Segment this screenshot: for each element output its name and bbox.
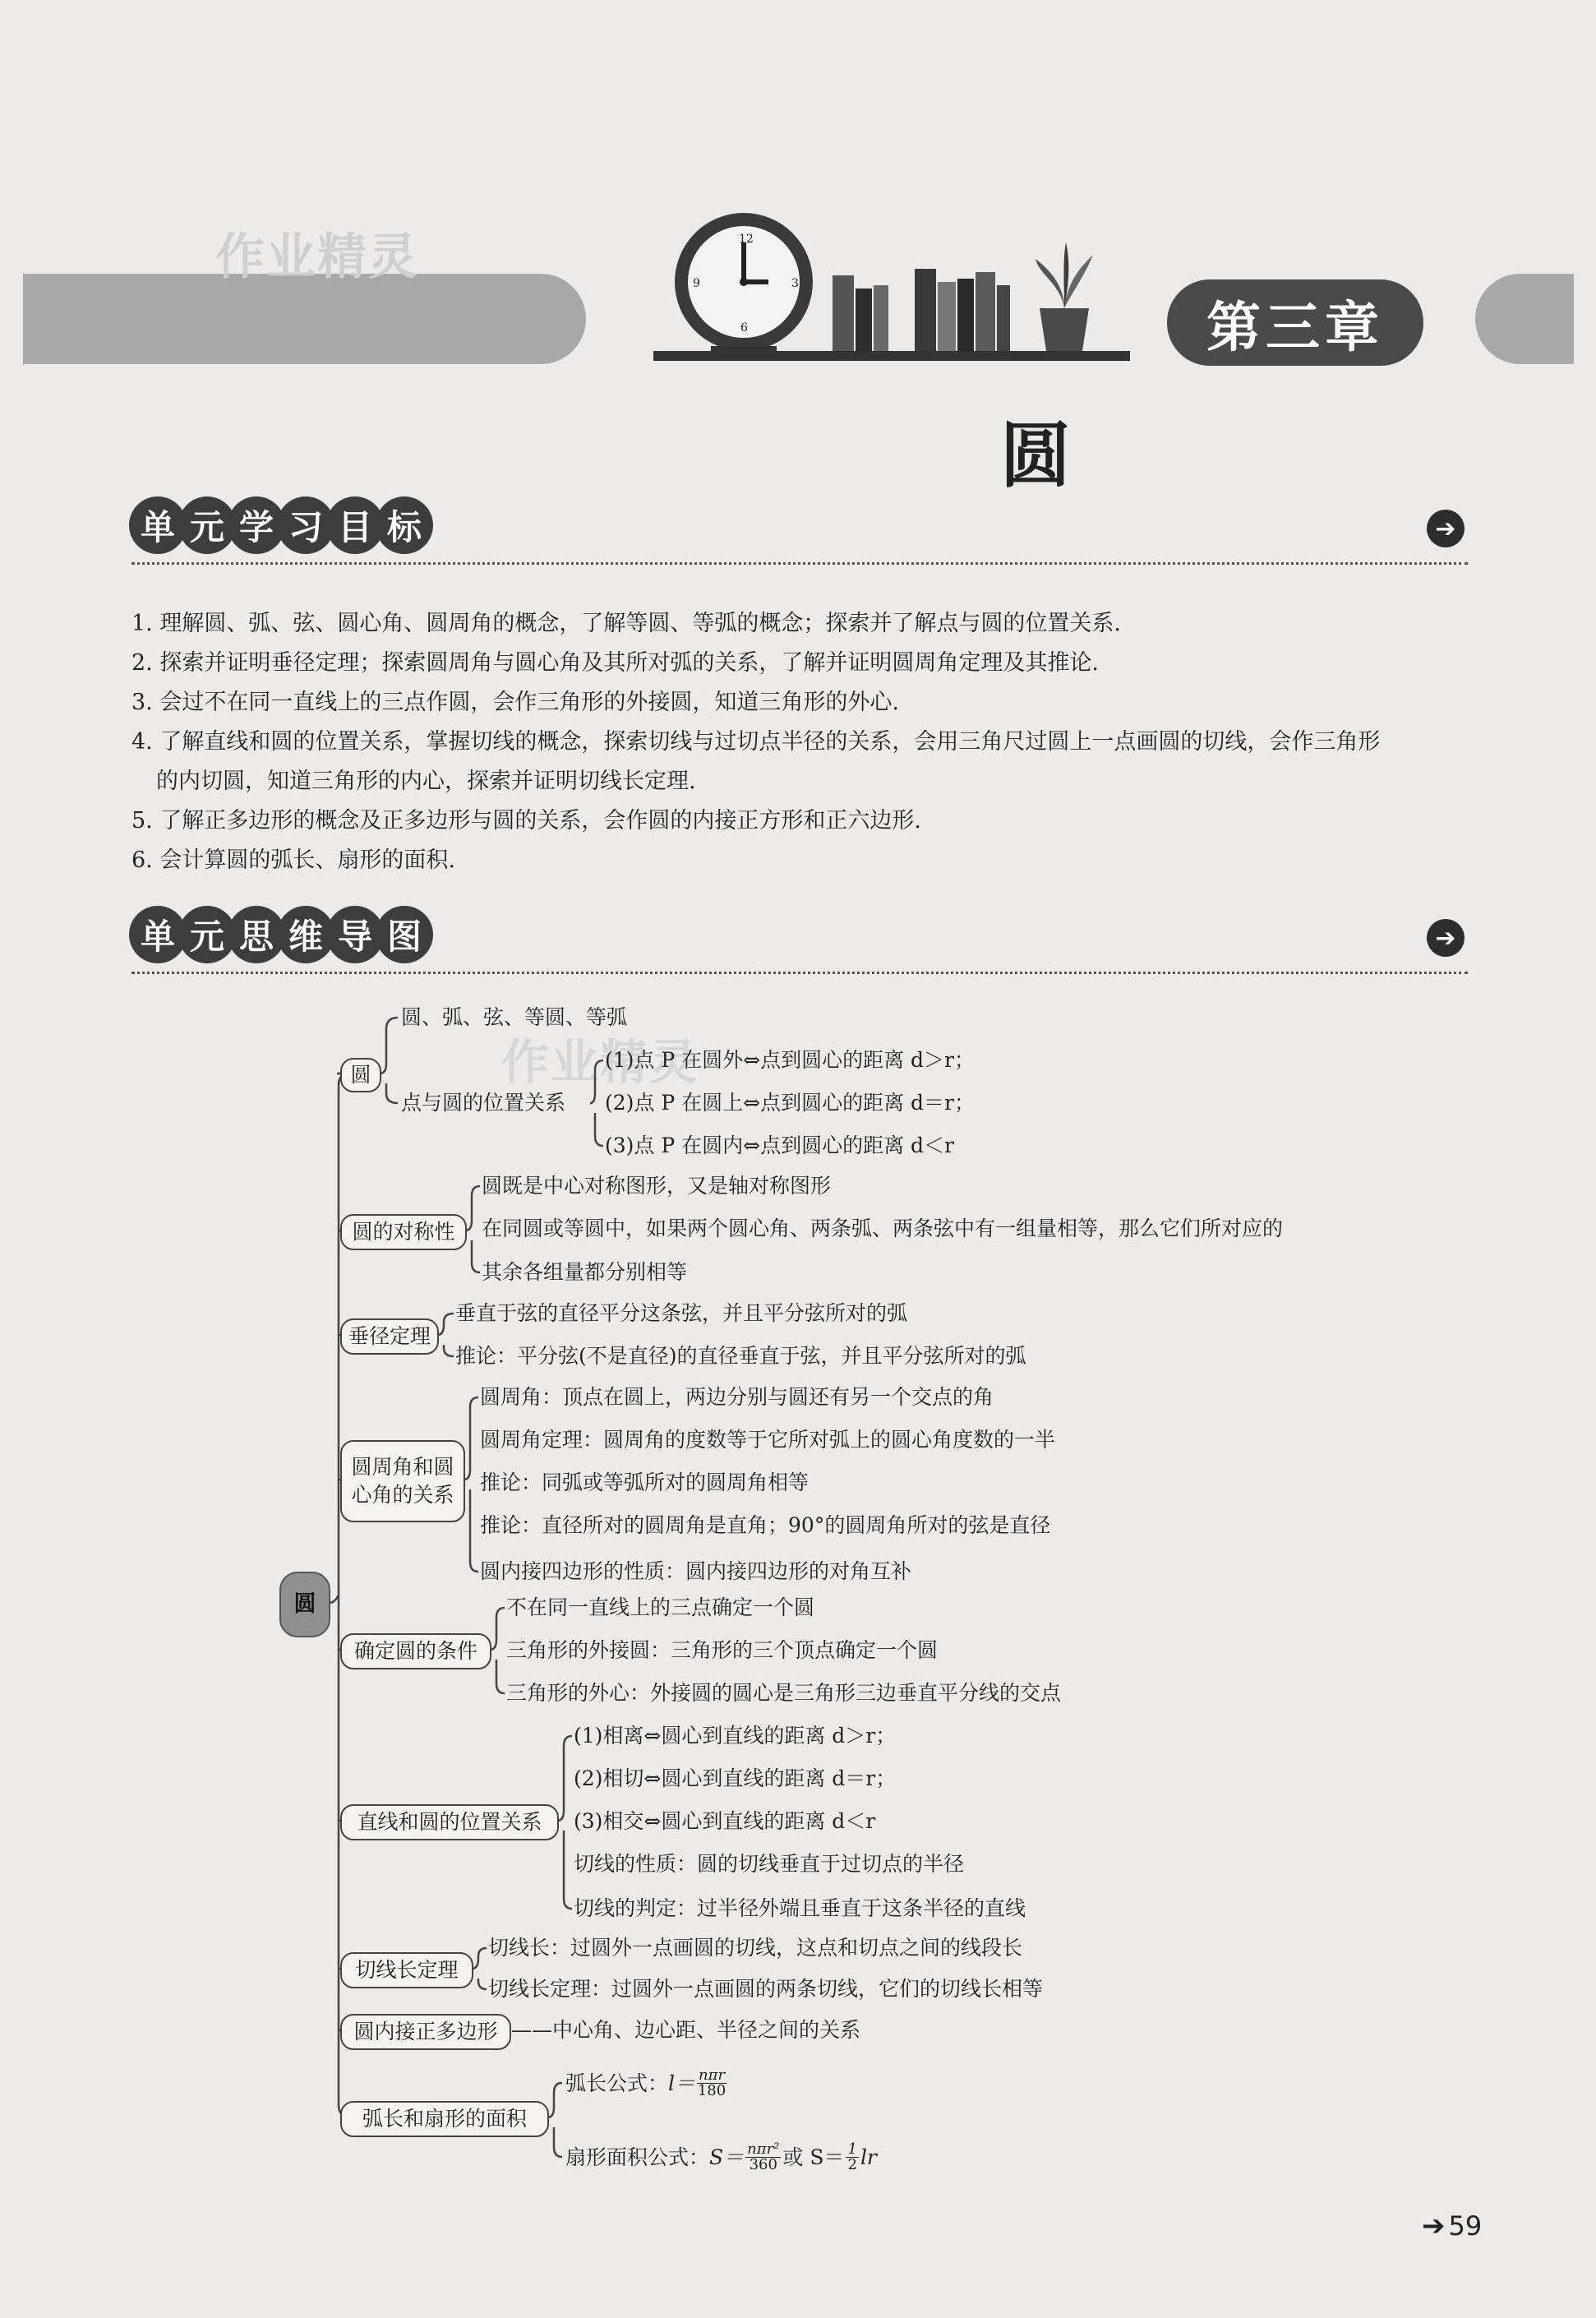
svg-text:9: 9: [693, 277, 700, 290]
mindmap-leaf: 切线长定理：过圆外一点画圆的两条切线，它们的切线长相等: [488, 1977, 1044, 2001]
formula-tail: lr: [860, 2145, 877, 2169]
fraction-denominator: 360: [749, 2156, 777, 2173]
objective-item: 的内切圆，知道三角形的内心，探索并证明切线长定理.: [156, 769, 696, 794]
mindmap-node-perpendicular-diameter: 垂径定理: [340, 1318, 439, 1355]
fraction-numerator: nπr²: [747, 2140, 780, 2158]
fraction: [745, 2142, 781, 2173]
mindmap-leaf: 切线长：过圆外一点画圆的切线，这点和切点之间的线段长: [488, 1936, 1023, 1960]
page-number: [1422, 2209, 1482, 2242]
node-line: 心角的关系: [351, 1483, 454, 1507]
heading-char: 单: [131, 499, 184, 552]
mindmap-leaf: 推论：同弧或等弧所对的圆周角相等: [480, 1471, 810, 1494]
formula-lhs: S＝: [709, 2145, 745, 2169]
watermark: 作业精灵: [501, 1034, 699, 1090]
heading-char: 单: [131, 908, 184, 961]
mindmap-leaf: 圆周角：顶点在圆上，两边分别与圆还有另一个交点的角: [480, 1385, 994, 1409]
page-number-text: 59: [1448, 2210, 1483, 2242]
mindmap-node-inscribed-polygon: 圆内接正多边形: [340, 2014, 511, 2050]
mindmap-leaf: 圆内接四边形的性质：圆内接四边形的对角互补: [480, 1559, 912, 1583]
fraction-numerator: 1: [847, 2140, 857, 2158]
heading-char: 维: [279, 908, 332, 961]
mindmap-node-inscribed-central-angle: [340, 1440, 465, 1522]
fraction-denominator: 2: [847, 2156, 857, 2173]
formula-lhs: l＝: [668, 2071, 696, 2095]
arrow-right-icon: ➔: [1422, 2209, 1446, 2242]
mindmap-leaf: 在同圆或等圆中，如果两个圆心角、两条弧、两条弦中有一组量相等，那么它们所对应的: [482, 1217, 1284, 1240]
fraction-numerator: nπr: [699, 2066, 726, 2084]
mindmap-leaf: 圆、弧、弦、等圆、等弧: [401, 1005, 628, 1029]
mindmap-leaf: ——中心角、边心距、半径之间的关系: [511, 2018, 861, 2042]
mindmap-leaf: 不在同一直线上的三点确定一个圆: [506, 1595, 815, 1619]
objective-item: 2. 探索并证明垂径定理；探索圆周角与圆心角及其所对弧的关系，了解并证明圆周角定理及其推论.: [131, 650, 1099, 676]
arc-length-formula: [565, 2068, 728, 2099]
mindmap-leaf: 三角形的外接圆：三角形的三个顶点确定一个圆: [506, 1638, 939, 1662]
fraction-denominator: 180: [697, 2082, 727, 2099]
node-line: 圆周角和圆: [351, 1455, 454, 1480]
svg-text:6: 6: [740, 321, 748, 335]
heading-char: 习: [279, 499, 332, 552]
heading-char: 元: [181, 499, 233, 552]
mindmap-node-symmetry: 圆的对称性: [340, 1214, 467, 1250]
mindmap-leaf: 圆既是中心对称图形，又是轴对称图形: [482, 1174, 832, 1198]
objective-item: 6. 会计算圆的弧长、扇形的面积.: [131, 847, 455, 873]
watermark: 作业精灵: [215, 229, 419, 286]
mindmap-node-arc-sector: 弧长和扇形的面积: [340, 2101, 549, 2137]
heading-char: 元: [181, 908, 233, 961]
heading-char: 导: [329, 908, 381, 961]
objective-item: 3. 会过不在同一直线上的三点作圆，会作三角形的外接圆，知道三角形的外心.: [131, 690, 899, 715]
mindmap-leaf: (2)点 P 在圆上⇔点到圆心的距离 d＝r；: [605, 1091, 975, 1115]
mindmap-leaf: (1)点 P 在圆外⇔点到圆心的距离 d＞r；: [605, 1048, 975, 1072]
arrow-right-icon: ➔: [1427, 510, 1465, 547]
heading-char: 图: [378, 908, 431, 961]
mindmap-leaf: 推论：直径所对的圆周角是直角；90°的圆周角所对的弦是直径: [480, 1513, 1051, 1537]
mindmap-node-determine-circle: 确定圆的条件: [340, 1633, 491, 1669]
mindmap-leaf: (3)相交⇔圆心到直线的距离 d＜r: [574, 1809, 876, 1833]
mindmap-leaf: 点与圆的位置关系: [401, 1091, 566, 1115]
mindmap-leaf: (2)相切⇔圆心到直线的距离 d＝r；: [574, 1766, 897, 1790]
mindmap-node-tangent-length: 切线长定理: [340, 1952, 473, 1988]
objective-item: 5. 了解正多边形的概念及正多边形与圆的关系，会作圆的内接正方形和正六边形.: [131, 808, 921, 833]
mindmap-leaf: 切线的性质：圆的切线垂直于过切点的半径: [574, 1852, 965, 1876]
heading-char: 标: [378, 499, 431, 552]
mindmap-leaf: 垂直于弦的直径平分这条弦，并且平分弦所对的弧: [455, 1301, 908, 1325]
heading-char: 学: [230, 499, 283, 552]
mindmap-leaf: 其余各组量都分别相等: [482, 1260, 688, 1284]
sector-area-formula: [565, 2142, 877, 2173]
mindmap-leaf: 切线的判定：过半径外端且垂直于这条半径的直线: [574, 1896, 1026, 1920]
mindmap-node-circle: 圆: [340, 1058, 381, 1092]
mindmap-leaf: 三角形的外心：外接圆的圆心是三角形三边垂直平分线的交点: [506, 1681, 1062, 1705]
heading-char: 目: [329, 499, 381, 552]
chapter-title: 圆: [1000, 414, 1071, 497]
heading-char: 思: [230, 908, 283, 961]
chapter-badge: 第三章: [1167, 279, 1423, 366]
formula-or: 或 S＝: [782, 2145, 845, 2169]
mindmap-leaf: (3)点 P 在圆内⇔点到圆心的距离 d＜r: [605, 1134, 954, 1157]
mindmap-root-node: 圆: [279, 1572, 330, 1637]
mindmap-leaf: (1)相离⇔圆心到直线的距离 d＞r；: [574, 1724, 897, 1748]
fraction: [846, 2142, 858, 2173]
svg-text:3: 3: [791, 277, 799, 290]
mindmap-leaf: 推论：平分弦(不是直径)的直径垂直于弦，并且平分弦所对的弧: [455, 1344, 1026, 1368]
mindmap-node-line-circle-position: 直线和圆的位置关系: [340, 1804, 559, 1840]
formula-label: 扇形面积公式：: [565, 2145, 710, 2169]
objective-item: 4. 了解直线和圆的位置关系，掌握切线的概念，探索切线与过切点半径的关系，会用三角尺过圆上一点画圆的切线，会作三角形: [131, 729, 1381, 755]
svg-text:12: 12: [739, 233, 754, 246]
objective-item: 1. 理解圆、弧、弦、圆心角、圆周角的概念，了解等圆、等弧的概念；探索并了解点与圆的位置关系.: [131, 611, 1121, 636]
arrow-right-icon: ➔: [1427, 919, 1465, 957]
formula-label: 弧长公式：: [565, 2071, 669, 2095]
fraction: [697, 2068, 727, 2099]
mindmap-leaf: 圆周角定理：圆周角的度数等于它所对弧上的圆心角度数的一半: [480, 1428, 1056, 1452]
